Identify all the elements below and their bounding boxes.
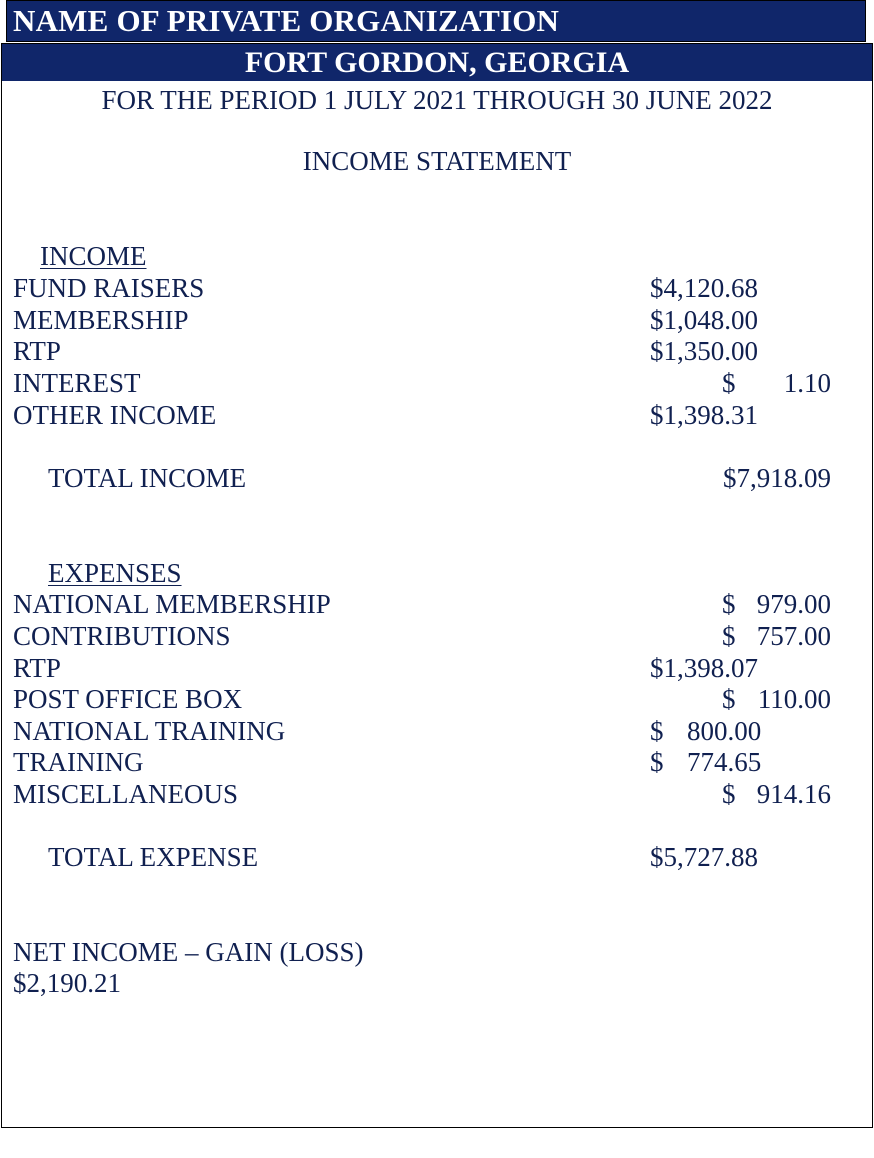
net-income-label: NET INCOME – GAIN (LOSS) [13, 937, 364, 967]
location-banner [2, 44, 872, 81]
income-symbol-interest: $ [722, 368, 736, 398]
total-income-label: TOTAL INCOME [48, 463, 247, 493]
income-label-interest: INTEREST [13, 368, 141, 398]
income-label-membership: MEMBERSHIP [13, 305, 189, 335]
income-amount-rtp: $1,350.00 [650, 336, 758, 366]
expense-amount-miscellaneous: 914.16 [756, 779, 831, 809]
expense-amount-training: 774.65 [687, 747, 762, 777]
expenses-heading: EXPENSES [48, 558, 182, 588]
expense-amount-national-training: 800.00 [687, 716, 762, 746]
statement-frame [1, 43, 873, 1128]
income-amount-other-income: $1,398.31 [650, 400, 758, 430]
statement-title: INCOME STATEMENT [302, 146, 572, 176]
income-label-other-income: OTHER INCOME [13, 400, 217, 430]
expense-symbol-national-membership: $ [722, 589, 736, 619]
income-heading: INCOME [40, 241, 147, 271]
income-amount-fund-raisers: $4,120.68 [650, 273, 758, 303]
expense-label-post-office-box: POST OFFICE BOX [13, 684, 243, 714]
income-label-fund-raisers: FUND RAISERS [13, 273, 205, 303]
expense-amount-contributions: 757.00 [756, 621, 831, 651]
income-amount-interest: 1.10 [783, 368, 831, 398]
expense-amount-rtp: $1,398.07 [650, 653, 758, 683]
total-expense-label: TOTAL EXPENSE [48, 842, 259, 872]
expense-label-training: TRAINING [13, 747, 144, 777]
location-name: FORT GORDON, GEORGIA [244, 46, 630, 79]
expense-symbol-training: $ [650, 747, 664, 777]
total-expense-amount: $5,727.88 [650, 842, 758, 872]
expense-symbol-post-office-box: $ [722, 684, 736, 714]
period-line: FOR THE PERIOD 1 JULY 2021 THROUGH 30 JUNE 2022 [101, 85, 773, 115]
expense-label-miscellaneous: MISCELLANEOUS [13, 779, 239, 809]
expense-label-national-membership: NATIONAL MEMBERSHIP [13, 589, 331, 619]
expense-label-contributions: CONTRIBUTIONS [13, 621, 231, 651]
total-income-amount: $7,918.09 [723, 463, 831, 493]
expense-label-rtp: RTP [13, 653, 61, 683]
expense-label-national-training: NATIONAL TRAINING [13, 716, 286, 746]
organization-name: NAME OF PRIVATE ORGANIZATION [13, 3, 560, 38]
expense-symbol-miscellaneous: $ [722, 779, 736, 809]
expense-symbol-contributions: $ [722, 621, 736, 651]
income-amount-membership: $1,048.00 [650, 305, 758, 335]
income-label-rtp: RTP [13, 336, 61, 366]
expense-amount-national-membership: 979.00 [756, 589, 831, 619]
expense-amount-post-office-box: 110.00 [757, 684, 831, 714]
expense-symbol-national-training: $ [650, 716, 664, 746]
organization-banner [6, 0, 866, 42]
net-income-amount: $2,190.21 [13, 968, 121, 998]
